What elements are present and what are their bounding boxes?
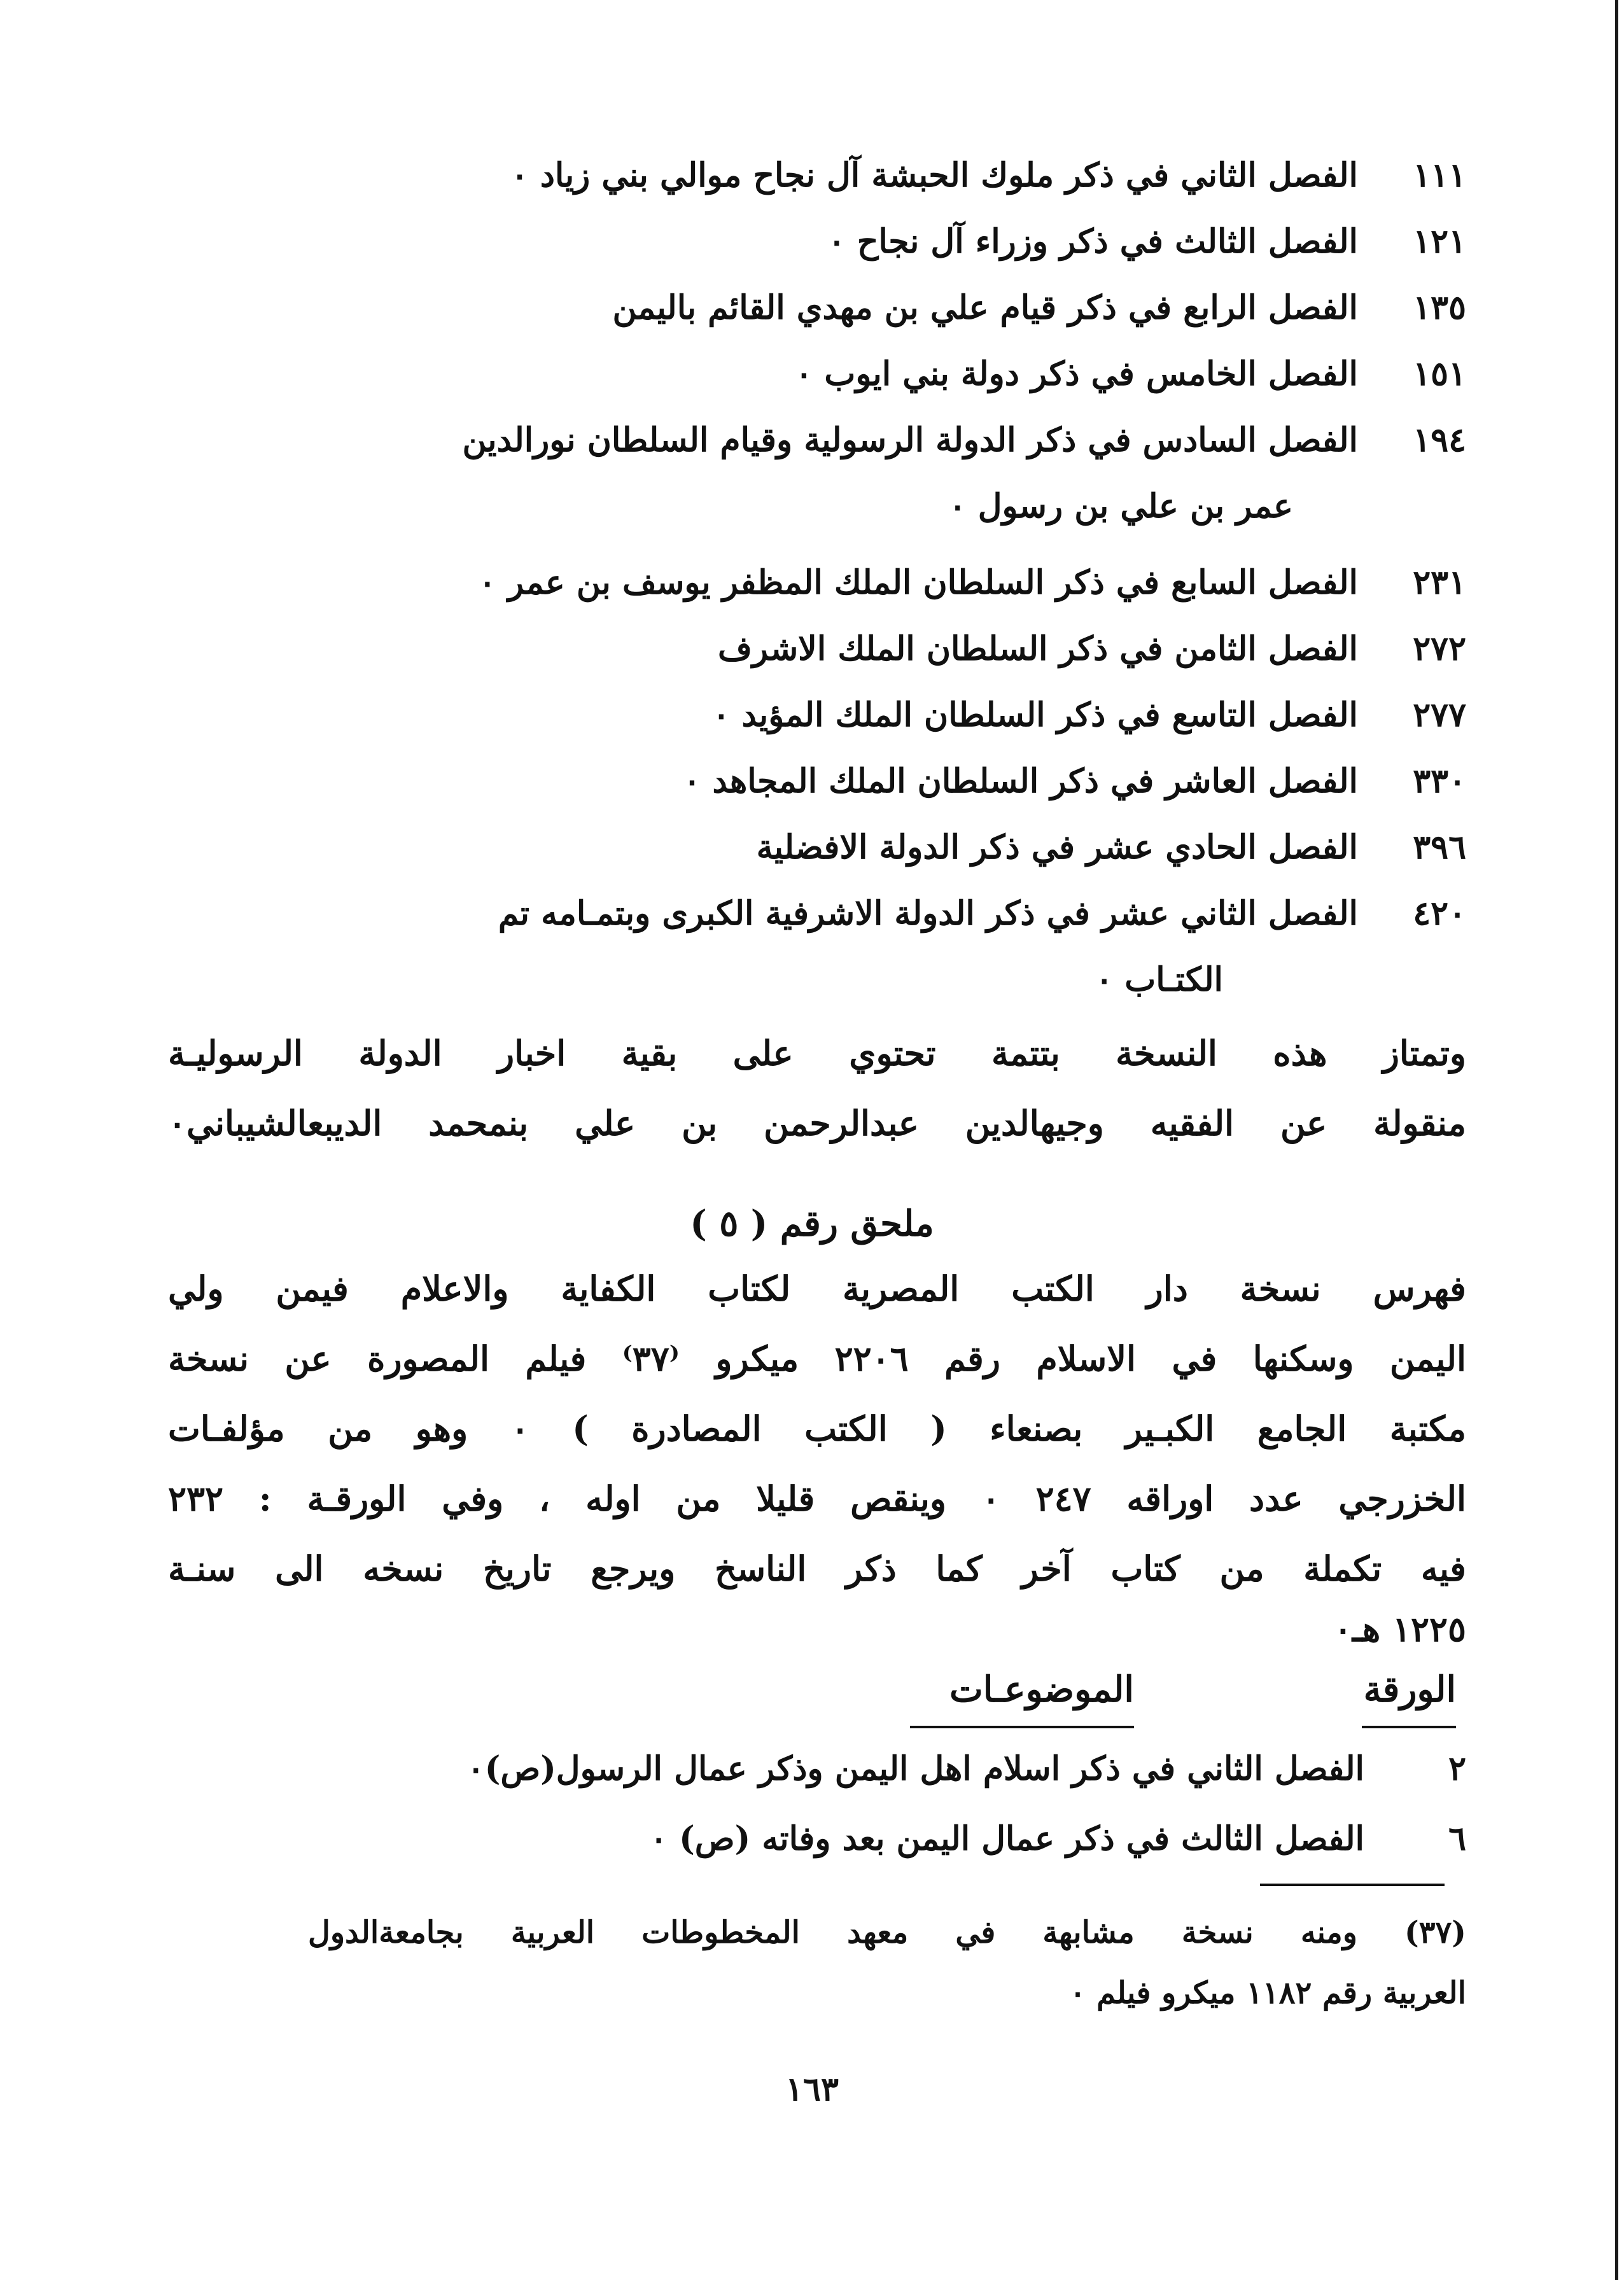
column-header-topics: الموضوعـات <box>949 1668 1134 1710</box>
paragraph-line: فيه تكملة من كتاب آخر كما ذكر الناسخ ويرجع تاريخ نسخه الى سنـة <box>168 1548 1466 1589</box>
toc-entry <box>143 882 1466 946</box>
toc-title: الفصل العاشر في ذكر السلطان الملك المجاهد ٠ <box>683 762 1358 801</box>
toc-title: الفصل الثالث في ذكر وزراء آل نجاح ٠ <box>827 222 1358 261</box>
toc-page-number: ١٢١ <box>1413 222 1466 261</box>
footnote-line: العربية رقم ١١٨٢ ميكرو فيلم ٠ <box>1069 1975 1466 2011</box>
paragraph-line: فهرس نسخة دار الكتب المصرية لكتاب الكفاية والاعلام فيمن ولي <box>168 1268 1466 1309</box>
column-header-underline <box>910 1726 1134 1728</box>
toc-entry <box>143 409 1466 472</box>
toc-page-number: ٢٧٧ <box>1413 696 1466 734</box>
paragraph-line: وتمتاز هذه النسخة بتتمة تحتوي على بقية اخبار الدولة الرسوليـة <box>168 1033 1466 1074</box>
toc-entry <box>143 617 1466 681</box>
paragraph-line: منقولة عن الفقيه وجيهالدين عبدالرحمن بن علي بنمحمد الديبعالشيباني٠ <box>168 1103 1466 1143</box>
paragraph-line: اليمن وسكنها في الاسلام رقم ٢٢٠٦ ميكرو ⁽٣٧⁾ فيلم المصورة عن نسخة <box>168 1338 1466 1379</box>
footnote-line: (٣٧) ومنه نسخة مشابهة في معهد المخطوطات العربية بجامعةالدول <box>308 1915 1466 1950</box>
toc-entry <box>143 144 1466 207</box>
toc2-title: الفصل الثاني في ذكر اسلام اهل اليمن وذكر عمال الرسول(ص)٠ <box>466 1749 1364 1788</box>
toc-page-number: ١١١ <box>1413 156 1466 195</box>
toc-title: الفصل الحادي عشر في ذكر الدولة الافضلية <box>756 828 1358 867</box>
toc-page-number: ٤٢٠ <box>1413 894 1466 933</box>
appendix-heading: ملحق رقم ( ٥ ) <box>690 1203 934 1245</box>
column-header-underline <box>1362 1726 1456 1728</box>
toc-entry <box>143 342 1466 406</box>
toc-page-number: ١٩٤ <box>1413 421 1466 459</box>
column-header-page: الورقة <box>1363 1668 1456 1710</box>
toc2-page-number: ٢ <box>1448 1749 1466 1788</box>
toc-page-number: ٣٩٦ <box>1413 828 1466 867</box>
toc-entry <box>143 276 1466 340</box>
toc2-page-number: ٦ <box>1448 1819 1466 1858</box>
toc-title: الفصل الرابع في ذكر قيام علي بن مهدي القائم باليمن <box>612 288 1358 327</box>
toc-title: الفصل التاسع في ذكر السلطان الملك المؤيد ٠ <box>712 696 1358 734</box>
toc-page-number: ١٣٥ <box>1413 288 1466 327</box>
toc-title: الفصل الثاني في ذكر ملوك الحبشة آل نجاح موالي بني زياد ٠ <box>510 156 1358 195</box>
paragraph-line: الخزرجي عدد اوراقه ٢٤٧ ٠ وينقص قليلا من اوله ، وفي الورقـة : ٢٣٢ <box>168 1478 1466 1519</box>
toc-title-continuation: عمر بن علي بن رسول ٠ <box>948 487 1293 526</box>
toc-title: الفصل السابع في ذكر السلطان الملك المظفر يوسف بن عمر ٠ <box>478 563 1358 602</box>
toc-page-number: ٢٣١ <box>1413 563 1466 602</box>
toc-page-number: ٢٧٢ <box>1413 629 1466 668</box>
toc-entry <box>143 551 1466 615</box>
toc-page-number: ٣٣٠ <box>1413 762 1466 801</box>
toc2-entry <box>155 1734 1466 1804</box>
toc-title: الفصل الثاني عشر في ذكر الدولة الاشرفية الكبرى وبتمـامه تم <box>498 894 1358 933</box>
page-number: ١٦٣ <box>785 2070 839 2109</box>
paragraph-line: ١٢٢٥ هـ٠ <box>1333 1609 1466 1649</box>
paragraph-line: مكتبة الجامع الكبـير بصنعاء ( الكتب المصادرة ) ٠ وهو من مؤلفـات <box>168 1408 1466 1449</box>
toc-title-continuation: الكتـاب ٠ <box>1095 960 1223 999</box>
toc-title: الفصل الخامس في ذكر دولة بني ايوب ٠ <box>795 354 1358 393</box>
toc-entry <box>143 683 1466 747</box>
toc-title: الفصل السادس في ذكر الدولة الرسولية وقيام السلطان نورالدين <box>462 421 1358 459</box>
toc-entry <box>143 816 1466 879</box>
toc-title: الفصل الثامن في ذكر السلطان الملك الاشرف <box>717 629 1358 668</box>
toc-entry <box>143 750 1466 813</box>
toc-entry <box>143 210 1466 274</box>
toc-page-number: ١٥١ <box>1413 354 1466 393</box>
footnote-rule <box>1260 1884 1445 1886</box>
toc2-entry <box>155 1804 1466 1874</box>
toc2-title: الفصل الثالث في ذكر عمال اليمن بعد وفاته (ص) ٠ <box>650 1819 1364 1858</box>
